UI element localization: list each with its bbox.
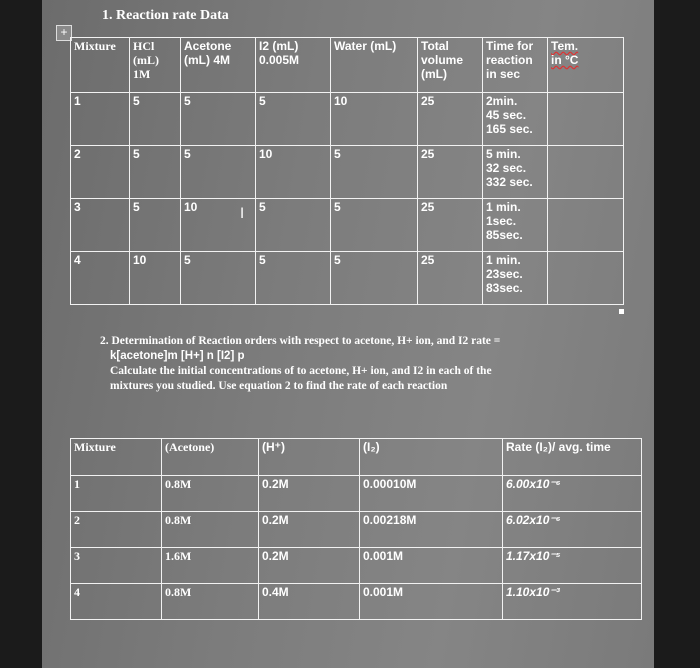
- table-row: [71, 512, 642, 548]
- table-cell: 1: [71, 93, 130, 146]
- table-cell: 0.4M: [259, 584, 360, 620]
- table-cell: 0.001M: [360, 584, 503, 620]
- table-cell: 1: [71, 476, 162, 512]
- table-cell: 5: [331, 146, 418, 199]
- table-cell: 6.00x10⁻⁶: [503, 476, 642, 512]
- table-header-row: [71, 38, 624, 93]
- table-cell: 10: [331, 93, 418, 146]
- table-cell: 2: [71, 512, 162, 548]
- header-cell: Tem. in °C: [548, 38, 624, 93]
- table-cell: 5: [256, 93, 331, 146]
- table-cell: 5: [181, 93, 256, 146]
- header-cell: (I₂): [360, 439, 503, 476]
- header-cell: I2 (mL) 0.005M: [256, 38, 331, 93]
- table-cell: 6.02x10⁻⁶: [503, 512, 642, 548]
- table-cell: 0.8M: [162, 512, 259, 548]
- table-cell: 0.001M: [360, 548, 503, 584]
- instruction-line: Calculate the initial concentrations of to acetone, H+ ion, and I2 in each of the: [110, 365, 492, 377]
- section2-text: [100, 334, 570, 394]
- header-cell: Water (mL): [331, 38, 418, 93]
- table-cell: 1.6M: [162, 548, 259, 584]
- header-cell: Total volume (mL): [418, 38, 483, 93]
- header-cell: Acetone (mL) 4M: [181, 38, 256, 93]
- table-header-row: [71, 439, 642, 476]
- table-cell: 3: [71, 548, 162, 584]
- table-cell: 0.2M: [259, 476, 360, 512]
- table-cell: [548, 199, 624, 252]
- table-cell: 10: [181, 199, 256, 252]
- table-cell: 1.17x10⁻⁵: [503, 548, 642, 584]
- table-cell: 5: [181, 146, 256, 199]
- table-cell: 10: [130, 252, 181, 305]
- add-table-icon[interactable]: +: [56, 25, 72, 41]
- table-cell: 25: [418, 93, 483, 146]
- table-cell: 0.8M: [162, 476, 259, 512]
- table-row: [71, 476, 642, 512]
- table-cell: [548, 252, 624, 305]
- reaction-orders-table: [70, 438, 642, 620]
- table-row: [71, 199, 624, 252]
- table-cell: 5: [256, 252, 331, 305]
- table-row: [71, 146, 624, 199]
- table-cell: 5: [331, 252, 418, 305]
- rate-law: k[acetone]m [H+] n [I2] p: [110, 350, 245, 362]
- table-cell: 0.00010M: [360, 476, 503, 512]
- table-cell: 5 min. 32 sec. 332 sec.: [483, 146, 548, 199]
- header-cell: Mixture: [71, 38, 130, 93]
- table-cell: 25: [418, 252, 483, 305]
- table-row: [71, 93, 624, 146]
- header-cell: HCl (mL) 1M: [130, 38, 181, 93]
- table-cell: 5: [130, 146, 181, 199]
- section2-title: 2. Determination of Reaction orders with respect to acetone, H+ ion, and I2 rate =: [100, 335, 501, 347]
- table-cell: 0.8M: [162, 584, 259, 620]
- table-cell: 2min. 45 sec. 165 sec.: [483, 93, 548, 146]
- section1-title: 1. Reaction rate Data: [102, 8, 229, 23]
- table-cell: 0.2M: [259, 548, 360, 584]
- header-cell: (H⁺): [259, 439, 360, 476]
- table-cell: 1 min. 23sec. 83sec.: [483, 252, 548, 305]
- table-cell: 4: [71, 584, 162, 620]
- table-cell: 3: [71, 199, 130, 252]
- table-cell: 10: [256, 146, 331, 199]
- table-row: [71, 584, 642, 620]
- header-cell: Time for reaction in sec: [483, 38, 548, 93]
- text-cursor-icon: I: [240, 206, 245, 222]
- table-cell: 5: [331, 199, 418, 252]
- table-row: [71, 252, 624, 305]
- table-cell: 5: [256, 199, 331, 252]
- table-cell: 25: [418, 199, 483, 252]
- table-cell: [548, 146, 624, 199]
- table-cell: 4: [71, 252, 130, 305]
- table-cell: 1 min. 1sec. 85sec.: [483, 199, 548, 252]
- header-cell: Mixture: [71, 439, 162, 476]
- table-cell: 5: [181, 252, 256, 305]
- table-row: [71, 548, 642, 584]
- document-page: [42, 0, 654, 668]
- table-cell: [548, 93, 624, 146]
- table-cell: 5: [130, 93, 181, 146]
- table-cell: 5: [130, 199, 181, 252]
- selection-handle[interactable]: [619, 309, 624, 314]
- table-cell: 1.10x10⁻³: [503, 584, 642, 620]
- table-cell: 0.00218M: [360, 512, 503, 548]
- table-cell: 2: [71, 146, 130, 199]
- reaction-rate-table: [70, 37, 624, 305]
- header-cell: (Acetone): [162, 439, 259, 476]
- table-cell: 25: [418, 146, 483, 199]
- header-cell: Rate (I₂)/ avg. time: [503, 439, 642, 476]
- table-cell: 0.2M: [259, 512, 360, 548]
- instruction-line: mixtures you studied. Use equation 2 to find the rate of each reaction: [110, 380, 448, 392]
